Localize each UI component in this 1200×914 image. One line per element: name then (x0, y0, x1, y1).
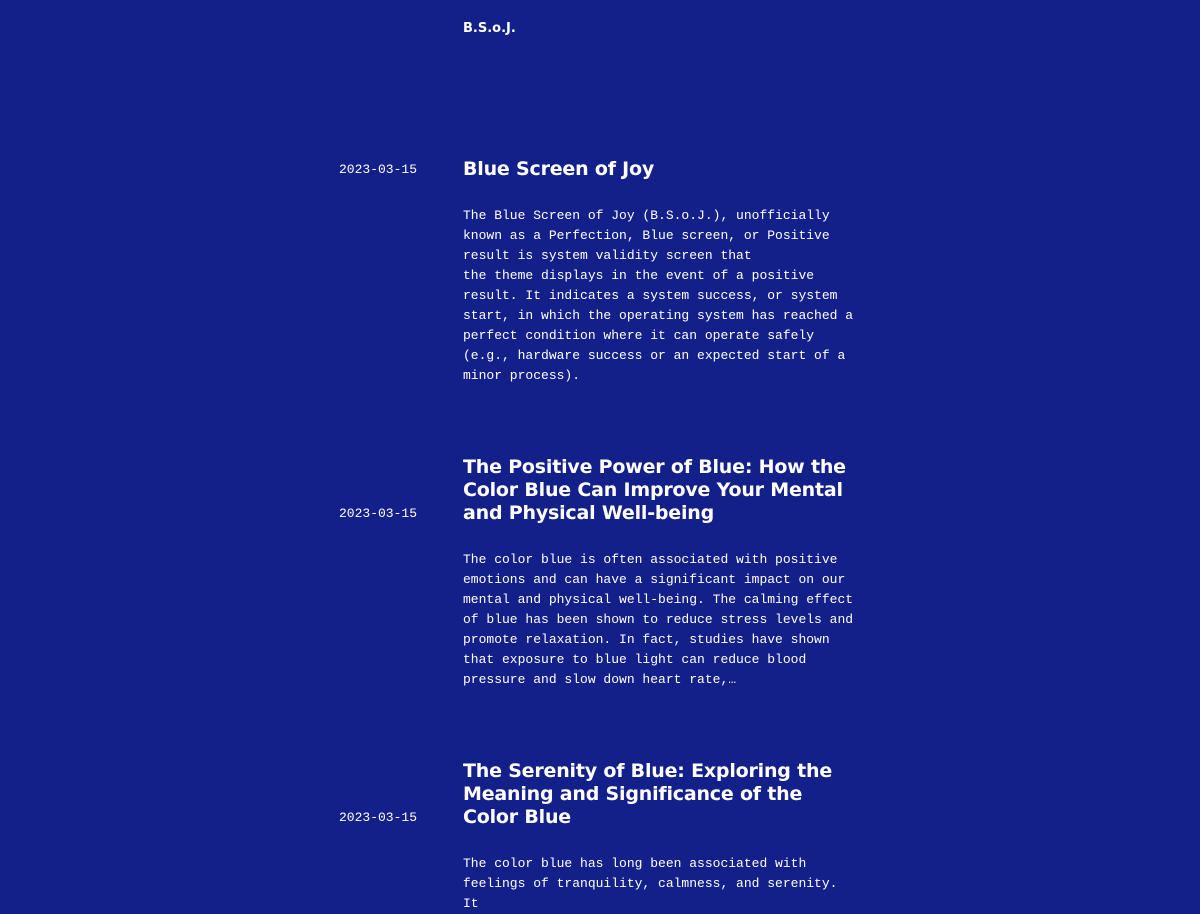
post-excerpt: The color blue is often associated with positive emotions and can have a significant impact on our mental and physical well-being. The calming effect of blue has been shown to reduce stress levels and promote relaxation. In fact, studies have shown that exposure to blue light can reduce blood pressure and slow down heart rate,… (463, 552, 854, 687)
post-excerpt: The color blue has long been associated with feelings of tranquility, calmness, and serenity. It (463, 856, 838, 911)
post-title-link[interactable]: Blue Screen of Joy (463, 158, 655, 180)
site-title-link[interactable]: B.S.o.J. (463, 21, 516, 36)
post-date: 2023-03-15 (339, 162, 418, 177)
post-title-link[interactable]: The Positive Power of Blue: How the Color Blue Can Improve Your Mental and Physical Well-being (463, 456, 846, 524)
post-date: 2023-03-15 (339, 506, 418, 521)
post-date: 2023-03-15 (339, 810, 418, 825)
post-excerpt: The Blue Screen of Joy (B.S.o.J.), unofficially known as a Perfection, Blue screen, or Positive result is system validity screen that the theme displays in the event of a positive result. It indicates a system success, or system start, in which the operating system has reached a perfect condition where it can operate safely (e.g., hardware success or an expected start of a minor process). (463, 208, 854, 383)
post-title-link[interactable]: The Serenity of Blue: Exploring the Meaning and Significance of the Color Blue (463, 760, 833, 828)
